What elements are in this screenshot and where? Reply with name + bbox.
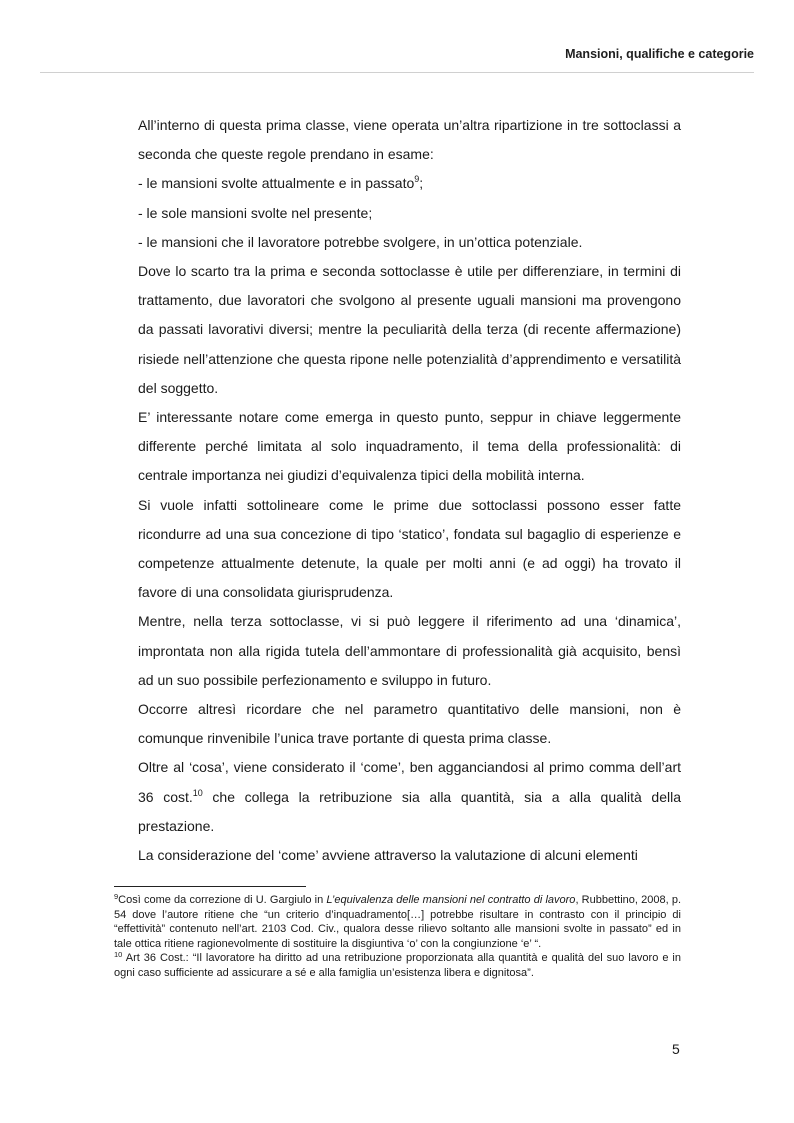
paragraph: Occorre altresì ricordare che nel parametro quantitativo delle mansioni, non è comunque rinvenibile l’unica trave portante di questa prima classe.	[138, 701, 681, 747]
page-number: 5	[672, 1041, 680, 1057]
footnote-9: $^9$Così come da correzione di U. Gargiulo in L’equivalenza delle mansioni nel contratto di lavoro, Rubbettino, 2008, p. 54 dove l’autore ritiene che “un criterio d’inquadramento[…] potrebbe risultare in contrasto con il principio di “effettività” contenuto nell’art. 2103 Cod. Civ., qualora desse rilievo soltanto alle mansioni svolte in passato” ed in tale ottica ritiene ragionevolmente di sostituire la disgiuntiva ‘o’ con la congiunzione ‘e’ “.	[114, 892, 681, 950]
list-item: - le sole mansioni svolte nel presente;	[138, 204, 373, 221]
running-header: Mansioni, qualifiche e categorie	[565, 47, 754, 61]
paragraph: All’interno di questa prima classe, viene operata un’altra ripartizione in tre sottoclassi a seconda che queste regole prendano in esame:	[138, 117, 681, 163]
main-text	[138, 111, 681, 870]
paragraph: Dove lo scarto tra la prima e seconda sottoclasse è utile per differenziare, in termini di trattamento, due lavoratori che svolgono al presente uguali mansioni ma provengono da passati lavorativi diversi; mentre la peculiarità della terza (di recente affermazione) risiede nell’attenzione che questa ripone nelle potenzialità d’apprendimento e versatilità del soggetto.	[138, 263, 681, 396]
footnote-divider	[114, 886, 306, 887]
footnote-ref-9[interactable]: 9	[414, 174, 420, 185]
paragraph: E’ interessante notare come emerga in questo punto, seppur in chiave leggermente differente perché limitata al solo inquadramento, il tema della professionalità: di centrale importanza nei giudizi d’equivalenza tipici della mobilità interna.	[138, 409, 681, 484]
list-item: - le mansioni svolte attualmente e in passato$^9$;	[138, 174, 424, 192]
paragraph: Si vuole infatti sottolineare come le prime due sottoclassi possono esser fatte ricondurre ad una sua concezione di tipo ‘statico’, fondata sul bagaglio di esperienze e competenze attualmente detenute, la quale per molti anni (e ad oggi) ha trovato il favore di una consolidata giurisprudenza.	[138, 496, 681, 601]
paragraph: La considerazione del ‘come’ avviene attraverso la valutazione di alcuni elementi	[138, 847, 638, 864]
footnote-10: $^{10}$ Art 36 Cost.: “Il lavoratore ha diritto ad una retribuzione proporzionata alla quantità e qualità del suo lavoro e in ogni caso sufficiente ad assicurare a sé e alla famiglia un’esistenza libera e dignitosa”.	[114, 950, 681, 979]
paragraph: Mentre, nella terza sottoclasse, vi si può leggere il riferimento ad una ‘dinamica’, improntata non alla rigida tutela dell’ammontare di professionalità già acquisito, bensì ad un suo possibile perfezionamento e sviluppo in futuro.	[138, 613, 681, 688]
paragraph: Oltre al ‘cosa’, viene considerato il ‘come’, ben agganciandosi al primo comma dell’art 36 cost.$^{10}$ che collega la retribuzione sia alla quantità, sia a alla qualità della prestazione.	[138, 759, 681, 834]
footnotes	[114, 893, 681, 981]
footnote-ref-10[interactable]: 10	[192, 787, 203, 798]
header-divider	[40, 72, 754, 73]
cited-title: L’equivalenza delle mansioni nel contratto di lavoro	[326, 894, 576, 906]
list-item: - le mansioni che il lavoratore potrebbe svolgere, in un’ottica potenziale.	[138, 233, 583, 250]
